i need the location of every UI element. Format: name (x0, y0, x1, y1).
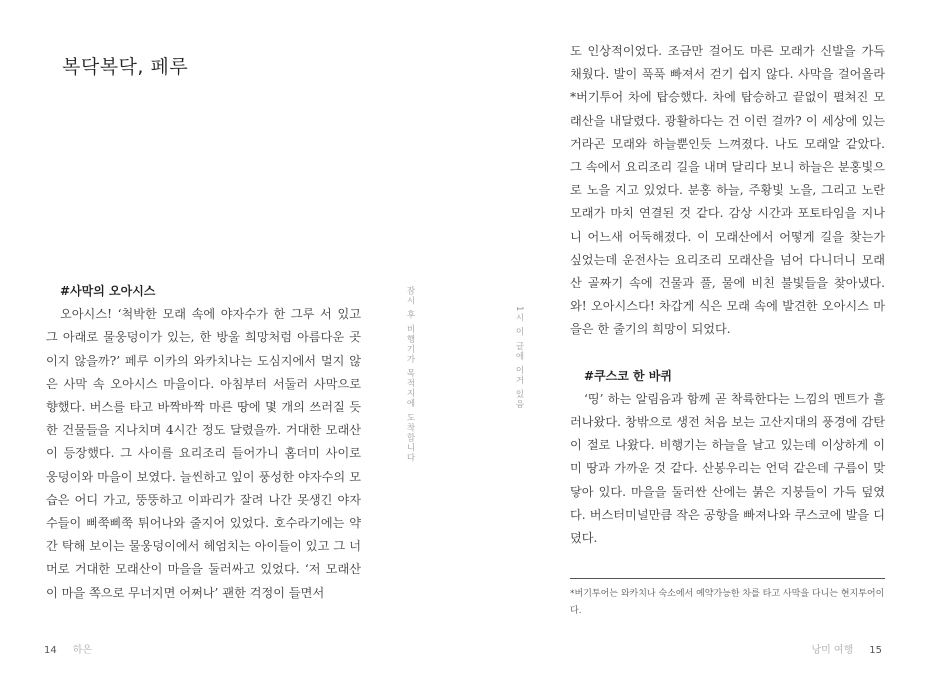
right-footer (811, 641, 882, 656)
paragraph-oasis: 오아시스! ‘척박한 모래 속에 야자수가 한 그루 서 있고 그 아래로 물웅덩이가 있는, 한 방울 희망처럼 아름다운 곳이지 않을까?’ 페루 이카의 와카치나는 도심지에서 멀지 않은 사막 속 오아시스 마을이다. 아침부터 서둘러 사막으로 향했다. 버스를 타고 바짝바짝 마른 땅에 몇 개의 쓰러질 듯한 건물들을 지나치며 4시간 정도 달렸을까. 거대한 모래산이 등장했다. 그 사이를 요리조리 들어가니 홈더미 사이로 웅덩이와 마을이 보였다. 늘씬하고 잎이 풍성한 야자수의 모습은 어디 가고, 뚱뚱하고 이파리가 잘려 나간 못생긴 야자수들이 삐쭉삐쭉 튀어나와 줄지어 있었다. 호수라기에는 약간 탁해 보이는 물웅덩이에서 헤엄치는 아이들이 있고 그 너머로 거대한 모래산이 마을을 둘러싸고 있었다. ‘저 모래산이 마을 쪽으로 무너지면 어쩌나’ 괜한 걱정이 들면서 (46, 307, 361, 600)
right-page (465, 0, 930, 699)
section-heading-oasis: #사막의 오아시스 (60, 284, 156, 298)
paragraph-cusco: ‘띵’ 하는 알림음과 함께 곧 착륙한다는 느낌의 멘트가 흘러나왔다. 창밖으로 생전 처음 보는 고산지대의 풍경에 감탄이 절로 나왔다. 비행기는 하늘을 날고 있는데 이상하게 이미 땅과 가까운 것 같다. 산봉우리는 언덕 같은데 구름이 맞닿아 있다. 마을을 둘러싼 산에는 붉은 지붕들이 가득 덮였다. 버스터미널만큼 작은 공항을 빠져나와 쿠스코에 발을 디뎠다. (570, 391, 885, 546)
vertical-margin-note-right: 1시 이 글에 이거 있음 (514, 306, 524, 410)
running-head-right: 낭미 여행 (811, 645, 854, 656)
left-body-text (46, 280, 361, 605)
paragraph-continued: 도 인상적이었다. 조금만 걸어도 마른 모래가 신발을 가득 채웠다. 발이 푹푹 빠져서 걷기 쉽지 않다. 사막을 걸어올라 *버기투어 차에 탑승했다. 차에 탑승하고 끝없이 펼쳐진 모래산을 내달렸다. 광활하다는 건 이런 걸까? 이 세상에 있는 거라곤 모래와 하늘뿐인듯 느껴졌다. 나도 모래알 같았다. 그 속에서 요리조리 길을 내며 달리다 보니 하늘은 분홍빛으로 노을 지고 있었다. 분홍 하늘, 주황빛 노을, 그리고 노란 모래가 마치 연결된 것 같다. 감상 시간과 포토타임을 지나니 어느새 어둑해졌다. 이 모래산에서 어떻게 길을 찾는가 싶었는데 운전사는 요리조리 모래산을 넘어 다니더니 모래산 골짜기 속에 건물과 풀, 물에 비친 불빛들을 찾아냈다. 와! 오아시스다! 차갑게 식은 모래 속에 발견한 오아시스 마을은 한 줄기의 희망이 되었다. (570, 44, 885, 337)
section-heading-cusco: #쿠스코 한 바퀴 (584, 368, 672, 383)
page-number-left: 14 (44, 645, 57, 656)
chapter-title: 복닥복닥, 페루 (62, 56, 189, 78)
footnote-buggy-tour: *버기투어는 와카치나 숙소에서 예약가능한 차를 타고 사막을 다니는 현지투어이다. (570, 589, 885, 616)
running-head-left: 하은 (72, 645, 93, 656)
page-number-right: 15 (869, 645, 882, 656)
left-footer (44, 641, 92, 656)
footnote-divider (570, 578, 885, 579)
vertical-margin-note-left: 잠시 후 비행기가 목적지에 도착합니다 (405, 286, 415, 463)
right-body-text (570, 40, 885, 550)
